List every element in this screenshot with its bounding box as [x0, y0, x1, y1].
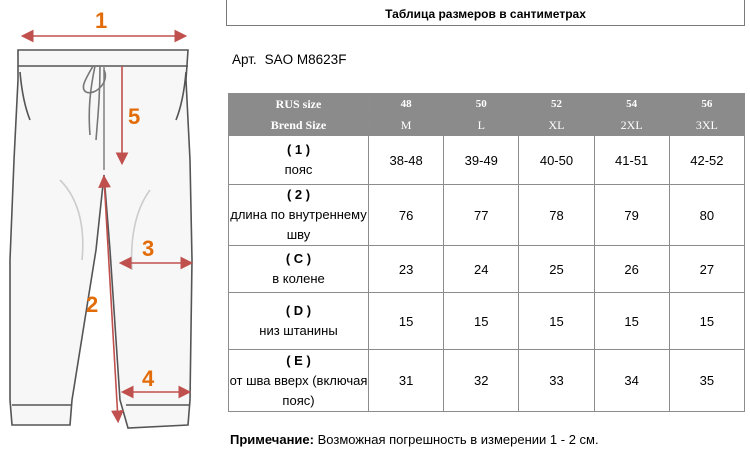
article-code: SAO M8623F	[264, 52, 347, 67]
rus-size-row	[229, 94, 745, 115]
row-name-cell	[229, 185, 369, 246]
value-cell: 15	[669, 293, 744, 350]
rus-size-cell: 50	[444, 94, 519, 115]
row-name: длина по внутреннему шву	[230, 207, 367, 242]
value-cell: 34	[594, 350, 669, 412]
brand-size-cell: 2XL	[594, 115, 669, 136]
value-cell: 31	[369, 350, 444, 412]
table-row-1	[229, 136, 745, 185]
value-cell: 35	[669, 350, 744, 412]
value-cell: 78	[519, 185, 594, 246]
size-table	[228, 93, 745, 412]
footnote-text: Возможная погрешность в измерении 1 - 2 см.	[317, 432, 599, 447]
rus-size-cell: 54	[594, 94, 669, 115]
value-cell: 23	[369, 246, 444, 293]
row-code: ( C )	[285, 251, 312, 266]
row-name-cell	[229, 136, 369, 185]
footnote-label: Примечание:	[230, 432, 314, 447]
brand-size-cell: L	[444, 115, 519, 136]
value-cell: 38-48	[369, 136, 444, 185]
value-cell: 15	[444, 293, 519, 350]
table-title: Таблица размеров в сантиметрах	[226, 0, 745, 26]
dimension-label-3: 3	[142, 236, 155, 261]
row-name: пояс	[284, 162, 313, 177]
value-cell: 15	[594, 293, 669, 350]
table-row-3	[229, 246, 745, 293]
rus-size-cell: 48	[369, 94, 444, 115]
table-row-4	[229, 293, 745, 350]
value-cell: 40-50	[519, 136, 594, 185]
dimension-label-5: 5	[128, 104, 141, 129]
row-name-cell	[229, 350, 369, 412]
row-name: в колене	[272, 271, 325, 286]
brand-size-cell: XL	[519, 115, 594, 136]
row-code: ( 2 )	[286, 187, 311, 202]
row-code: ( E )	[286, 352, 311, 368]
rus-size-cell: 52	[519, 94, 594, 115]
brand-size-label: Brend Size	[229, 115, 369, 136]
value-cell: 77	[444, 185, 519, 246]
pants-diagram	[0, 0, 225, 451]
row-name-cell	[229, 246, 369, 293]
dimension-label-1: 1	[95, 8, 108, 33]
value-cell: 15	[369, 293, 444, 350]
row-code: ( D )	[285, 303, 312, 318]
value-cell: 76	[369, 185, 444, 246]
brand-size-row	[229, 115, 745, 136]
value-cell: 41-51	[594, 136, 669, 185]
dimension-label-2: 2	[86, 292, 99, 317]
dimension-label-4: 4	[142, 366, 155, 391]
row-name-cell	[229, 293, 369, 350]
row-code: ( 1 )	[286, 142, 311, 157]
article-number	[232, 52, 346, 67]
row-name: от шва вверх (включая пояс)	[229, 372, 368, 408]
value-cell: 42-52	[669, 136, 744, 185]
table-row-5	[229, 350, 745, 412]
footnote	[230, 432, 599, 447]
rus-size-cell: 56	[669, 94, 744, 115]
row-name: низ штанины	[259, 323, 338, 338]
table-row-2	[229, 185, 745, 246]
value-cell: 32	[444, 350, 519, 412]
rus-size-label: RUS size	[229, 94, 369, 115]
brand-size-cell: M	[369, 115, 444, 136]
value-cell: 25	[519, 246, 594, 293]
value-cell: 33	[519, 350, 594, 412]
value-cell: 27	[669, 246, 744, 293]
brand-size-cell: 3XL	[669, 115, 744, 136]
value-cell: 26	[594, 246, 669, 293]
pants-outline	[10, 50, 192, 428]
value-cell: 15	[519, 293, 594, 350]
article-prefix: Арт.	[232, 52, 257, 67]
value-cell: 24	[444, 246, 519, 293]
value-cell: 79	[594, 185, 669, 246]
value-cell: 39-49	[444, 136, 519, 185]
value-cell: 80	[669, 185, 744, 246]
